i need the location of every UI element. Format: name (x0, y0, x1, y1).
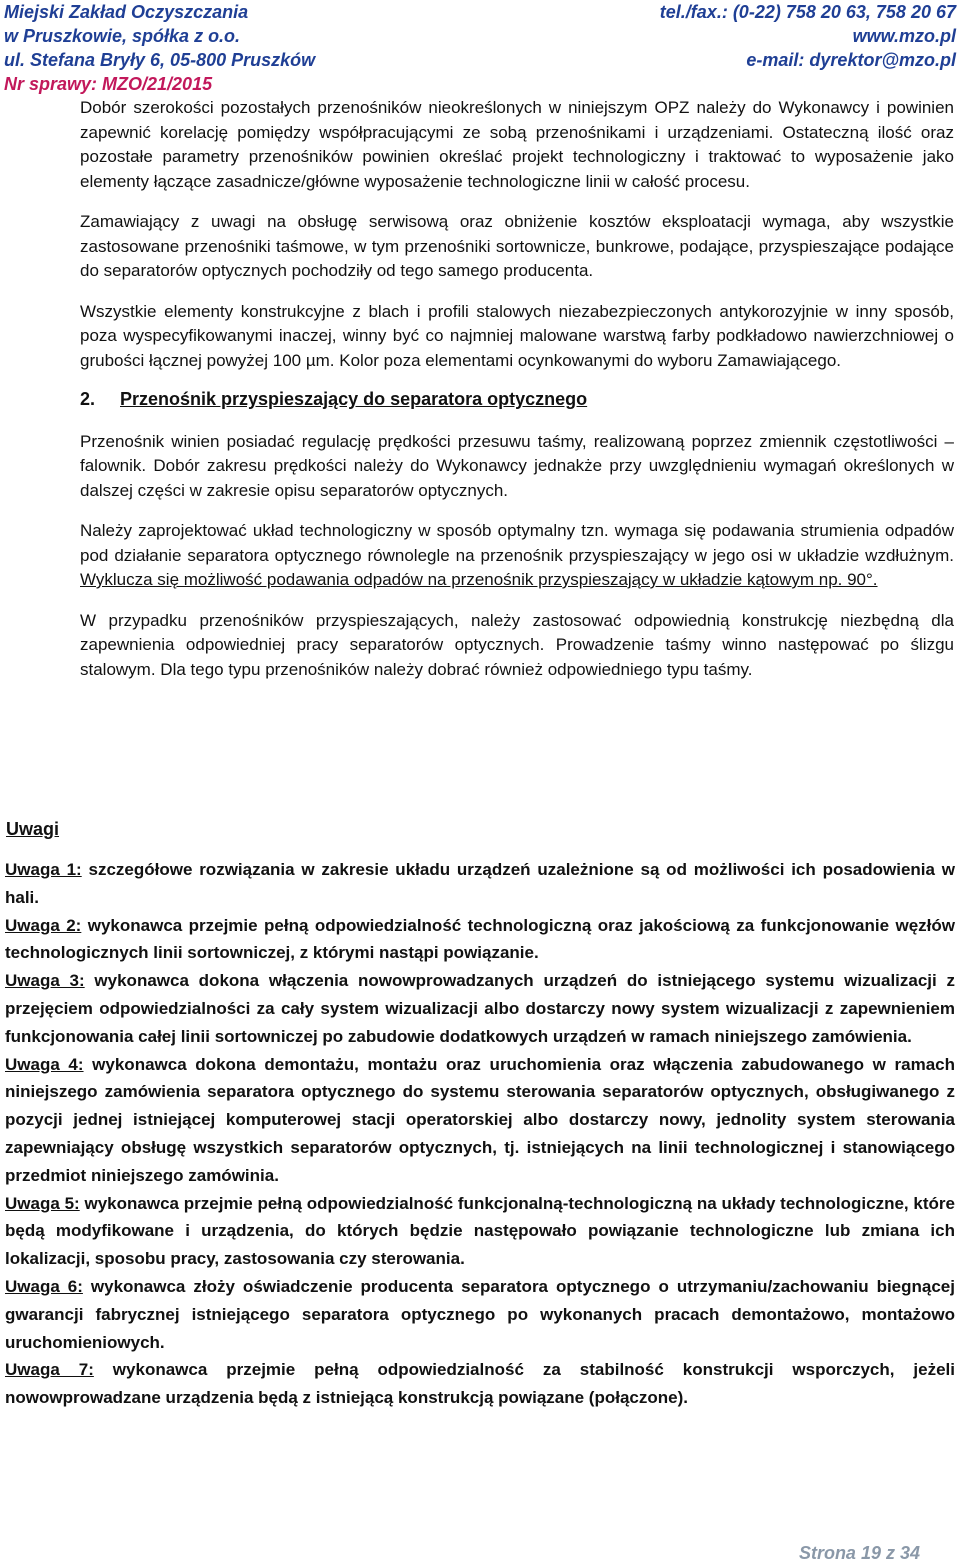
remark-item (5, 912, 955, 968)
main-content (80, 96, 954, 698)
paragraph-speed-regulation: Przenośnik winien posiadać regulację prędkości przesuwu taśmy, realizowaną poprzez zmiennik częstotliwości – falownik. Dobór zakresu prędkości należy do Wykonawcy jednakże przy uwzględnieniu wymagań określonych w dalszej części w zakresie opisu separatorów optycznych. (80, 431, 954, 500)
company-location: w Pruszkowie, spółka z o.o. (4, 26, 241, 46)
company-address: ul. Stefana Bryły 6, 05-800 Pruszków (4, 50, 316, 70)
remark-text: wykonawca przejmie pełną odpowiedzialność funkcjonalną-technologiczną na układy technologiczne, które będą modyfikowane i urządzenia, do których będzie następowało powiązanie technologiczne lub zmiana ich lokalizacji, sposobu pracy, zastosowania czy sterowania. (5, 1193, 955, 1269)
header-row-1 (4, 0, 956, 24)
remark-label: Uwaga 7: (5, 1360, 94, 1380)
layout-exclusion: Wyklucza się możliwość podawania odpadów na przenośnik przyspieszający w układzie kątowym np. 90°. (80, 570, 878, 589)
remark-label: Uwaga 1: (5, 860, 82, 879)
remark-item (5, 1051, 955, 1190)
remark-item (5, 1356, 955, 1412)
section-number: 2. (80, 389, 96, 409)
remark-item (5, 1273, 955, 1356)
remark-label: Uwaga 3: (5, 971, 85, 991)
website-link[interactable]: www.mzo.pl (852, 26, 956, 46)
remark-text: szczegółowe rozwiązania w zakresie układu urządzeń uzależnione są od możliwości ich posadowienia w hali. (5, 860, 955, 907)
remark-text: wykonawca dokona demontażu, montażu oraz uruchomienia oraz włączenia zabudowanego w ramach niniejszego zamówienia separatora optycznego do systemu sterowania separatorów optycznych, obsługiwanego z pozycji jednej istniejącej komputerowej stacji operatorskiej albo dostarczy nowy, jednolity system sterowania zapewniający obsługę wszystkich separatorów optycznych, tj. istniejących na linii technologicznej i stanowiącego przedmiot niniejszego zamówinia. (5, 1054, 955, 1185)
email-link[interactable]: e-mail: dyrektor@mzo.pl (746, 50, 956, 70)
company-name: Miejski Zakład Oczyszczania (4, 2, 249, 22)
remark-text: wykonawca złoży oświadczenie producenta separatora optycznego o utrzymaniu/zachowaniu biegnącej gwarancji fabrycznej istniejącego separatora optycznego po wykonanych pracach demontażowo, montażowo uruchomieniowych. (5, 1276, 955, 1352)
paragraph-conveyor-width: Dobór szerokości pozostałych przenośników nieokreślonych w niniejszym OPZ należy do Wykonawcy i powinien zapewnić korelację pomiędzy współpracującymi ze sobą przenośnikami i urządzeniami. Ostateczną ilość oraz pozostałe parametry przenośników powinien określać projekt technologiczny i traktować to wyposażenie jako elementy łączące zasadnicze/główne wyposażenie technologiczne linii w całość procesu. (80, 98, 954, 191)
remark-text: wykonawca dokona włączenia nowowprowadzanych urządzeń do istniejącego systemu wizualizacji z przejęciem odpowiedzialności za cały system wizualizacji albo dostarczy nowy system wizualizacji z zapewnieniem funkcjonowania całej linii sortowniczej po zabudowie dodatkowych urządzeń w ramach niniejszego zamówienia. (5, 971, 955, 1046)
remark-label: Uwaga 2: (5, 915, 82, 935)
remark-label: Uwaga 6: (5, 1276, 83, 1296)
section-heading (80, 387, 954, 412)
header-row-4 (4, 72, 956, 96)
remark-text: wykonawca przejmie pełną odpowiedzialność technologiczną oraz jakościową za funkcjonowanie węzłów technologicznych linii sortowniczej, z którymi nastąpi powiązanie. (5, 915, 955, 963)
paragraph-steel-elements: Wszystkie elementy konstrukcyjne z blach i profili stalowych niezabezpieczonych antykorozyjnie w inny sposób, poza wyspecyfikowanymi inaczej, winny być co najmniej malowane warstwą farby podkładowo nawierzchniowej o grubości łącznej powyżej 100 µm. Kolor poza elementami ocynkowanymi do wyboru Zamawiającego. (80, 301, 954, 370)
remark-item (5, 856, 955, 912)
layout-text: Należy zaprojektować układ technologiczny w sposób optymalny tzn. wymaga się podawania strumienia odpadów pod działanie separatora optycznego równolegle na przenośnik przyspieszający w jego osi w układzie wzdłużnym. (80, 521, 954, 565)
case-number: Nr sprawy: MZO/21/2015 (4, 74, 213, 94)
page-number: Strona 19 z 34 (798, 1543, 920, 1563)
remark-item (5, 967, 955, 1050)
section-title: Przenośnik przyspieszający do separatora optycznego (120, 389, 588, 409)
header-row-2 (4, 24, 956, 48)
paragraph-accelerating-conveyors: W przypadku przenośników przyspieszających, należy zastosować odpowiednią konstrukcję niezbędną dla zapewnienia odpowiedniej pracy separatorów optycznych. Prowadzenie taśmy winno następować po ślizgu stalowym. Dla tego typu przenośników należy dobrać również odpowiedniego typu taśmy. (80, 610, 954, 679)
remarks-list (5, 856, 955, 1412)
remark-item (5, 1190, 955, 1273)
phone-fax: tel./fax.: (0-22) 758 20 63, 758 20 67 (659, 2, 956, 22)
remark-text: wykonawca przejmie pełną odpowiedzialność za stabilność konstrukcji wsporczych, jeżeli nowowprowadzane urządzenia będą z istniejącą konstrukcją powiązane (połączone). (5, 1360, 955, 1408)
remark-label: Uwaga 4: (5, 1054, 84, 1074)
paragraph-layout (80, 519, 954, 593)
header-row-3 (4, 48, 956, 72)
remarks-heading: Uwagi (6, 819, 60, 839)
paragraph-same-producer: Zamawiający z uwagi na obsługę serwisową oraz obniżenie kosztów eksploatacji wymaga, aby wszystkie zastosowane przenośniki taśmowe, w tym przenośniki sortownicze, bunkrowe, podające, przyspieszające podające do separatorów optycznych pochodziły od tego samego producenta. (80, 212, 954, 280)
remark-label: Uwaga 5: (5, 1193, 80, 1213)
page-header (4, 0, 956, 96)
